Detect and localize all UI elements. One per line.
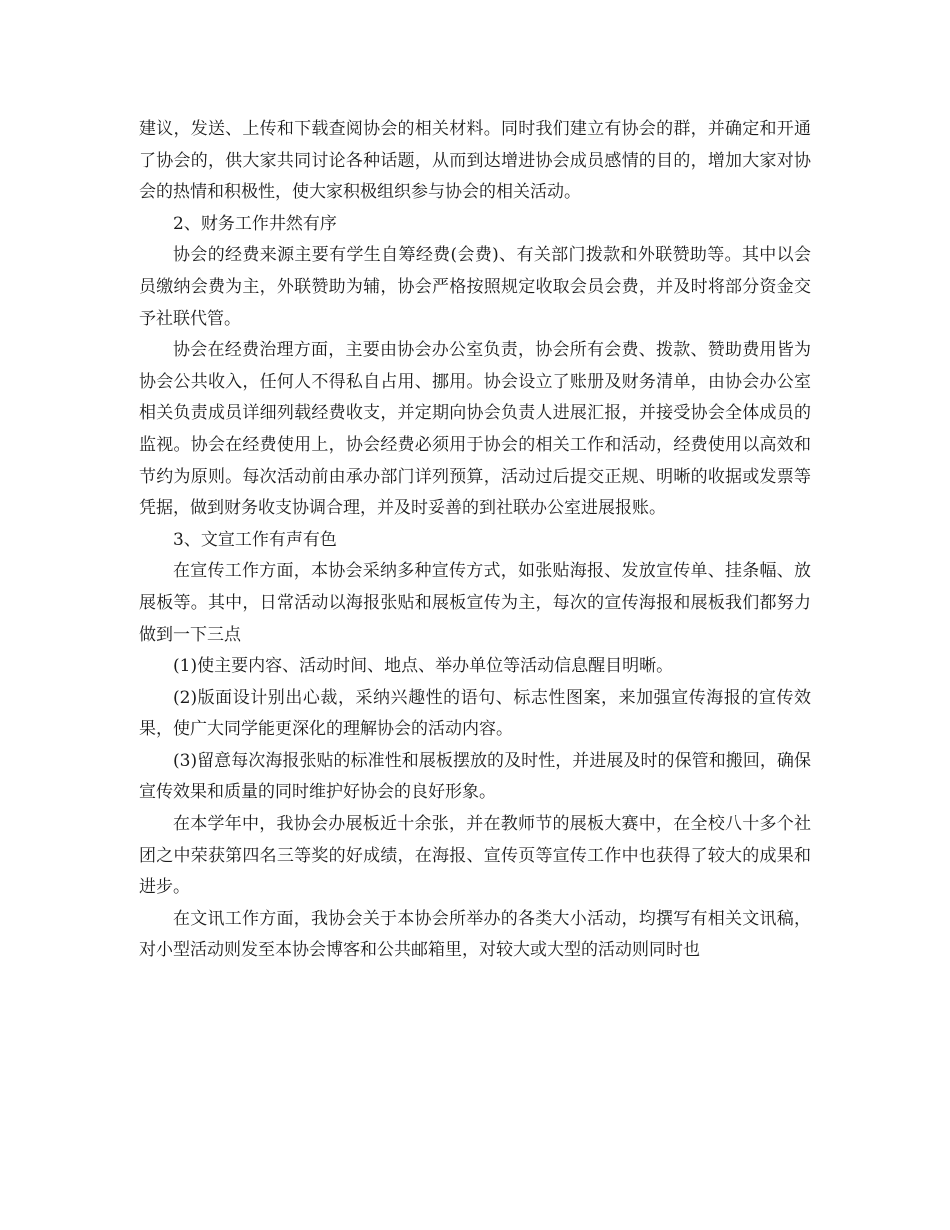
list-item-point-2: (2)版面设计别出心裁，采纳兴趣性的语句、标志性图案，来加强宣传海报的宣传效果，使广大同学能更深化的理解协会的活动内容。: [139, 687, 811, 740]
list-item-point-3: (3)留意每次海报张贴的标准性和展板摆放的及时性，并进展及时的保管和搬回，确保宣传效果和质量的同时维护好协会的良好形象。: [139, 750, 811, 803]
section-heading-publicity: 3、文宣工作有声有色: [173, 529, 337, 550]
paragraph-funding-sources: 协会的经费来源主要有学生自筹经费(会费)、有关部门拨款和外联赞助等。其中以会员缴纳会费为主，外联赞助为辅，协会严格按照规定收取会员会费，并及时将部分资金交予社联代管。: [139, 245, 811, 329]
paragraph-publicity-methods: 在宣传工作方面，本协会采纳多种宣传方式，如张贴海报、发放宣传单、挂条幅、放展板等。其中，日常活动以海报张贴和展板宣传为主，每次的宣传海报和展板我们都努力做到一下三点: [139, 561, 811, 645]
paragraph-funding-management: 协会在经费治理方面，主要由协会办公室负责，协会所有会费、拨款、赞助费用皆为协会公共收入，任何人不得私自占用、挪用。协会设立了账册及财务清单，由协会办公室相关负责成员详细列载经费收支，并定期向协会负责人进展汇报，并接受协会全体成员的监视。协会在经费使用上，协会经费必须用于协会的相关工作和活动，经费使用以高效和节约为原则。每次活动前由承办部门详列预算，活动过后提交正规、明晰的收据或发票等凭据，做到财务收支协调合理，并及时妥善的到社联办公室进展报账。: [139, 340, 811, 519]
paragraph-achievements: 在本学年中，我协会办展板近十余张，并在教师节的展板大赛中，在全校八十多个社团之中荣获第四名三等奖的好成绩，在海报、宣传页等宣传工作中也获得了较大的成果和进步。: [139, 814, 811, 898]
section-heading-finance: 2、财务工作井然有序: [173, 213, 337, 234]
paragraph-news-work: 在文讯工作方面，我协会关于本协会所举办的各类大小活动，均撰写有相关文讯稿，对小型活动则发至本协会博客和公共邮箱里，对较大或大型的活动则同时也: [139, 908, 811, 961]
document-body: [139, 114, 811, 967]
list-item-point-1: (1)使主要内容、活动时间、地点、举办单位等活动信息醒目明晰。: [173, 656, 674, 677]
paragraph-continuation: 建议，发送、上传和下载查阅协会的相关材料。同时我们建立有协会的群，并确定和开通了协会的，供大家共同讨论各种话题，从而到达增进协会成员感情的目的，增加大家对协会的热情和积极性，使大家积极组织参与协会的相关活动。: [139, 119, 811, 203]
